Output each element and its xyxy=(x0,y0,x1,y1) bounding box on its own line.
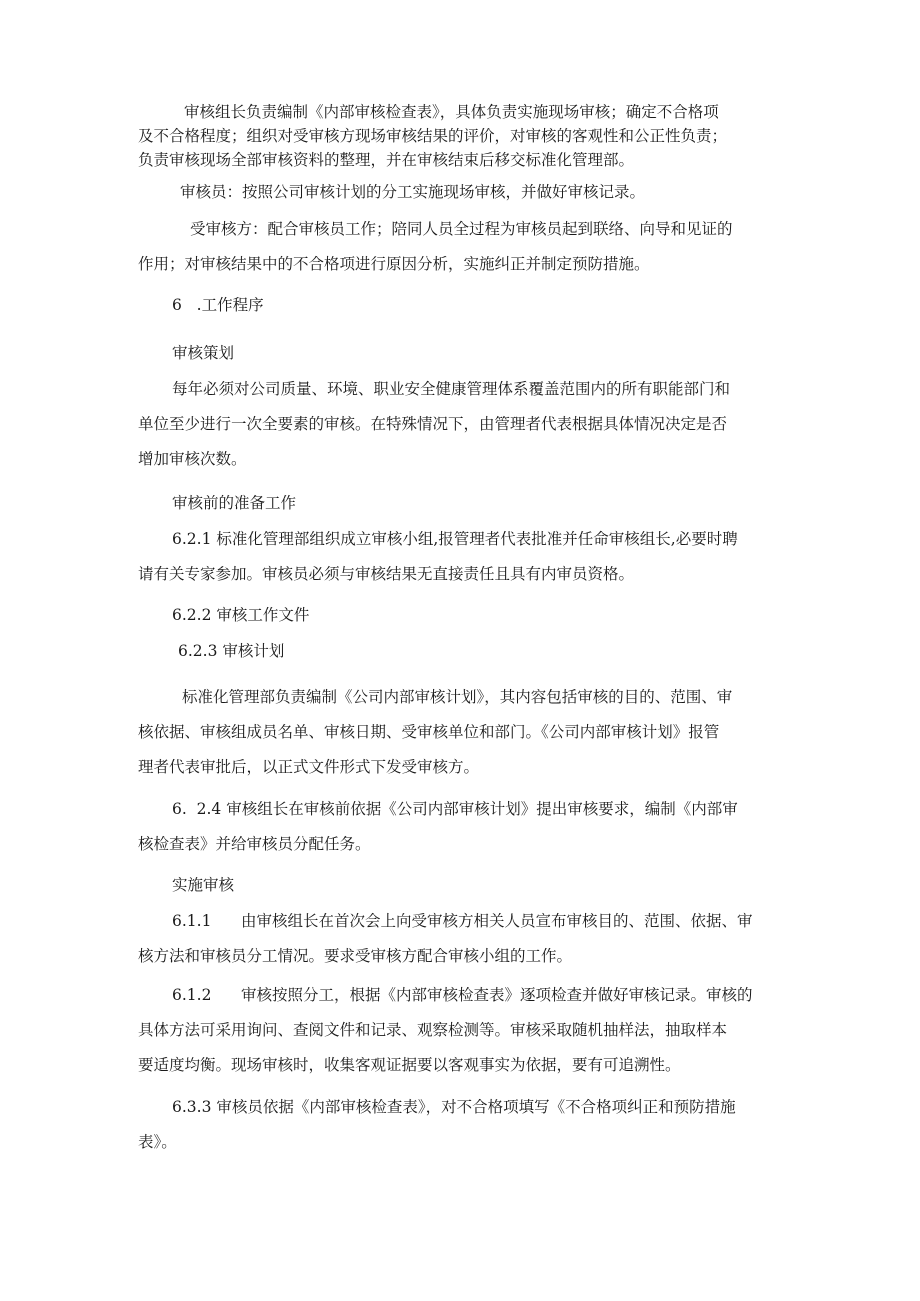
paragraph-auditee-duties xyxy=(138,212,792,282)
text-line: 核检查表》并给审核员分配任务。 xyxy=(138,835,371,853)
paragraph-6-2-2 xyxy=(138,598,792,633)
text-line: 6.2.2 审核工作文件 xyxy=(172,606,310,624)
text-line: 标准化管理部负责编制《公司内部审核计划》，其内容包括审核的目的、范围、审 xyxy=(182,688,733,706)
paragraph-6-3-3 xyxy=(138,1090,792,1160)
text-line: 每年必须对公司质量、环境、职业安全健康管理体系覆盖范围内的所有职能部门和 xyxy=(172,380,731,398)
text-line: 6.3.3 审核员依据《内部审核检查表》，对不合格项填写《不合格项纠正和预防措施 xyxy=(172,1098,736,1116)
text-line: 6.2.3 审核计划 xyxy=(178,642,285,660)
paragraph-6-2-3 xyxy=(138,634,792,669)
text-line: 核方法和审核员分工情况。要求受审核方配合审核小组的工作。 xyxy=(138,947,573,965)
text-line: 6.2.1 标准化管理部组织成立审核小组,报管理者代表批准并任命审核组长,必要时聘 xyxy=(172,530,738,548)
text-line: 作用；对审核结果中的不合格项进行原因分析，实施纠正并制定预防措施。 xyxy=(138,255,650,273)
text-line: 及不合格程度；组织对受审核方现场审核结果的评价，对审核的客观性和公正性负责； xyxy=(138,127,728,145)
paragraph-audit-plan xyxy=(138,680,792,785)
text-line: 核依据、审核组成员名单、审核日期、受审核单位和部门。《公司内部审核计划》报管 xyxy=(138,723,720,741)
paragraph-6-2-4 xyxy=(138,792,792,862)
section-heading: 6 .工作程序 xyxy=(172,296,264,314)
text-line: 理者代表审批后，以正式文件形式下发受审核方。 xyxy=(138,758,480,776)
section-heading-work-procedure xyxy=(138,288,792,323)
subheading-preparation xyxy=(138,486,792,521)
paragraph-audit-leader-duties xyxy=(138,100,792,172)
paragraph-6-1-1 xyxy=(138,904,792,974)
text-line: 增加审核次数。 xyxy=(138,450,247,468)
text-line: 要适度均衡。现场审核时，收集客观证据要以客观事实为依据，要有可追溯性。 xyxy=(138,1056,681,1074)
paragraph-annual-audit xyxy=(138,372,792,477)
paragraph-auditor-duties xyxy=(138,175,792,210)
text-line: 单位至少进行一次全要素的审核。在特殊情况下，由管理者代表根据具体情况决定是否 xyxy=(138,415,728,433)
text-line: 审核员：按照公司审核计划的分工实施现场审核，并做好审核记录。 xyxy=(180,183,646,201)
text-line: 6.1.2 审核按照分工，根据《内部审核检查表》逐项检查并做好审核记录。审核的 xyxy=(172,986,753,1004)
paragraph-6-2-1 xyxy=(138,522,792,592)
text-line: 审核组长负责编制《内部审核检查表》，具体负责实施现场审核；确定不合格项 xyxy=(184,103,719,121)
text-line: 6.1.1 由审核组长在首次会上向受审核方相关人员宣布审核目的、范围、依据、审 xyxy=(172,912,753,930)
text-line: 受审核方：配合审核员工作；陪同人员全过程为审核员起到联络、向导和见证的 xyxy=(190,220,733,238)
subheading: 实施审核 xyxy=(172,876,235,894)
text-line: 具体方法可采用询问、查阅文件和记录、观察检测等。审核采取随机抽样法，抽取样本 xyxy=(138,1021,728,1039)
text-line: 负责审核现场全部审核资料的整理，并在审核结束后移交标准化管理部。 xyxy=(138,151,635,169)
text-line: 表》。 xyxy=(138,1133,177,1151)
text-line: 请有关专家参加。审核员必须与审核结果无直接责任且具有内审员资格。 xyxy=(138,565,635,583)
subheading-audit-planning xyxy=(138,336,792,371)
text-line: 6. 2.4 审核组长在审核前依据《公司内部审核计划》提出审核要求，编制《内部审 xyxy=(172,800,738,818)
subheading: 审核策划 xyxy=(172,344,235,362)
subheading-conduct-audit xyxy=(138,868,792,903)
subheading: 审核前的准备工作 xyxy=(172,494,297,512)
paragraph-6-1-2 xyxy=(138,978,792,1083)
